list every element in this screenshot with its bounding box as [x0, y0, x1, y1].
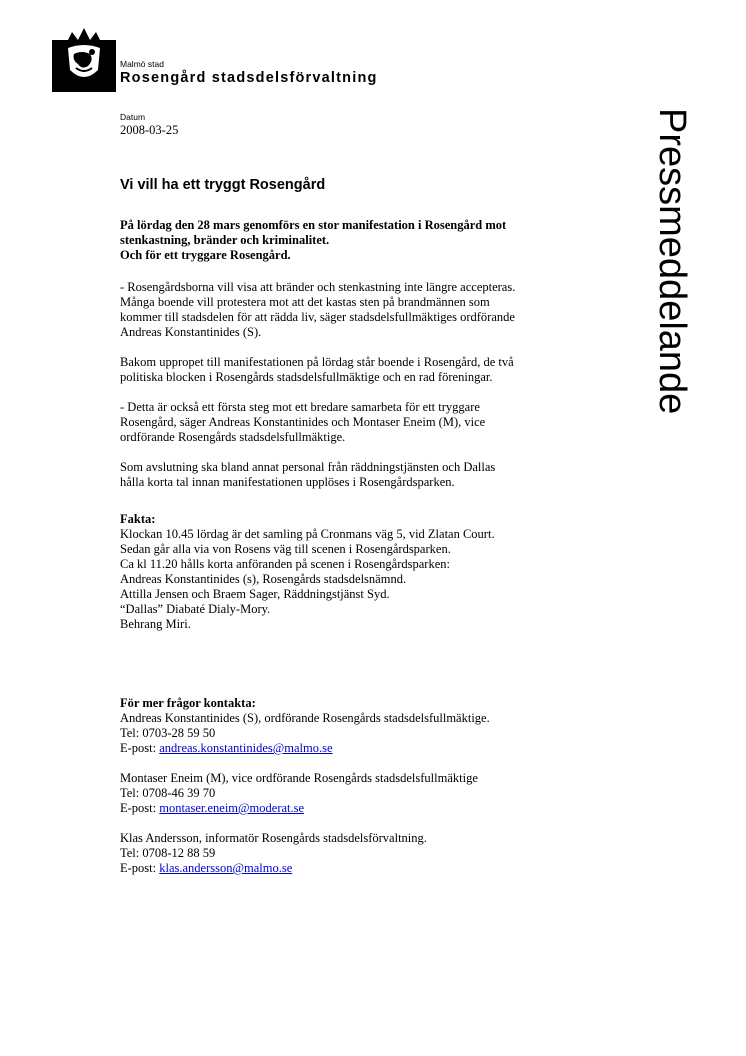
facts-line: Andreas Konstantinides (s), Rosengårds stadsdelsnämnd.	[120, 572, 407, 586]
email-prefix: E-post:	[120, 801, 160, 815]
headline: Vi vill ha ett tryggt Rosengård	[120, 177, 326, 193]
contact-email-row	[120, 861, 600, 876]
paragraph-line: politiska blocken i Rosengårds stadsdelsfullmäktige och en rad föreningar.	[120, 370, 493, 384]
paragraph-line: ordförande Rosengårds stadsdelsfullmäktige.	[120, 430, 346, 444]
lead-line: Och för ett tryggare Rosengård.	[120, 248, 291, 262]
pressmeddelande-label: Pressmeddelande	[651, 108, 693, 415]
date-value: 2008-03-25	[120, 123, 179, 137]
email-prefix: E-post:	[120, 741, 160, 755]
email-link[interactable]: klas.andersson@malmo.se	[159, 861, 293, 875]
facts-section	[120, 512, 600, 632]
contact-phone: Tel: 0708-46 39 70	[120, 786, 216, 800]
paragraph-line: Många boende vill protestera mot att det kastas sten på brandmännen som	[120, 295, 490, 309]
email-prefix: E-post:	[120, 861, 160, 875]
facts-line: Sedan går alla via von Rosens väg till scenen i Rosengårdsparken.	[120, 542, 451, 556]
lead-line: stenkastning, bränder och kriminalitet.	[120, 233, 330, 247]
lead-paragraph	[120, 218, 600, 263]
contacts-section	[120, 696, 600, 876]
paragraph-line: Rosengård, säger Andreas Konstantinides och Montaser Eneim (M), vice	[120, 415, 486, 429]
facts-heading: Fakta:	[120, 512, 156, 526]
malmo-stad-logo	[52, 24, 116, 92]
facts-line: Klockan 10.45 lördag är det samling på Cronmans väg 5, vid Zlatan Court.	[120, 527, 495, 541]
facts-line: Behrang Miri.	[120, 617, 191, 631]
email-link[interactable]: andreas.konstantinides@malmo.se	[159, 741, 333, 755]
email-link[interactable]: montaser.eneim@moderat.se	[159, 801, 305, 815]
contact-email-row	[120, 741, 600, 756]
contact-email-row	[120, 801, 600, 816]
contact-phone: Tel: 0703-28 59 50	[120, 726, 216, 740]
facts-line: “Dallas” Diabaté Dialy-Mory.	[120, 602, 271, 616]
paragraph-quote-2	[120, 400, 600, 445]
press-release-body	[120, 176, 600, 891]
paragraph-line: Som avslutning ska bland annat personal från räddningstjänsten och Dallas	[120, 460, 496, 474]
paragraph-line: Bakom uppropet till manifestationen på lördag står boende i Rosengård, de två	[120, 355, 514, 369]
facts-line: Ca kl 11.20 hålls korta anföranden på scenen i Rosengårdsparken:	[120, 557, 450, 571]
paragraph-line: kommer till stadsdelen för att rädda liv, säger stadsdelsfullmäktiges ordförande	[120, 310, 515, 324]
contact-description: Montaser Eneim (M), vice ordförande Rosengårds stadsdelsfullmäktige	[120, 771, 478, 785]
contact-phone: Tel: 0708-12 88 59	[120, 846, 216, 860]
contact-klas	[120, 831, 600, 876]
paragraph-quote-1	[120, 280, 600, 340]
contact-description: Klas Andersson, informatör Rosengårds stadsdelsförvaltning.	[120, 831, 427, 845]
contact-description: Andreas Konstantinides (S), ordförande Rosengårds stadsdelsfullmäktige.	[120, 711, 490, 725]
paragraph-line: - Detta är också ett första steg mot ett bredare samarbeta för ett tryggare	[120, 400, 480, 414]
paragraph-line: Andreas Konstantinides (S).	[120, 325, 262, 339]
date-label: Datum	[120, 112, 146, 122]
org-name: Rosengård stadsdelsförvaltning	[120, 70, 378, 86]
contact-montaser	[120, 771, 600, 816]
paragraph-line: - Rosengårdsborna vill visa att bränder och stenkastning inte längre accepteras.	[120, 280, 516, 294]
paragraph-closing	[120, 460, 600, 490]
paragraph-background	[120, 355, 600, 385]
facts-line: Attilla Jensen och Braem Sager, Räddningstjänst Syd.	[120, 587, 390, 601]
paragraph-line: hålla korta tal innan manifestationen upplöses i Rosengårdsparken.	[120, 475, 455, 489]
contacts-heading: För mer frågor kontakta:	[120, 696, 256, 710]
contact-andreas	[120, 696, 600, 756]
org-name-small: Malmö stad	[120, 59, 164, 69]
lead-line: På lördag den 28 mars genomförs en stor manifestation i Rosengård mot	[120, 218, 507, 232]
